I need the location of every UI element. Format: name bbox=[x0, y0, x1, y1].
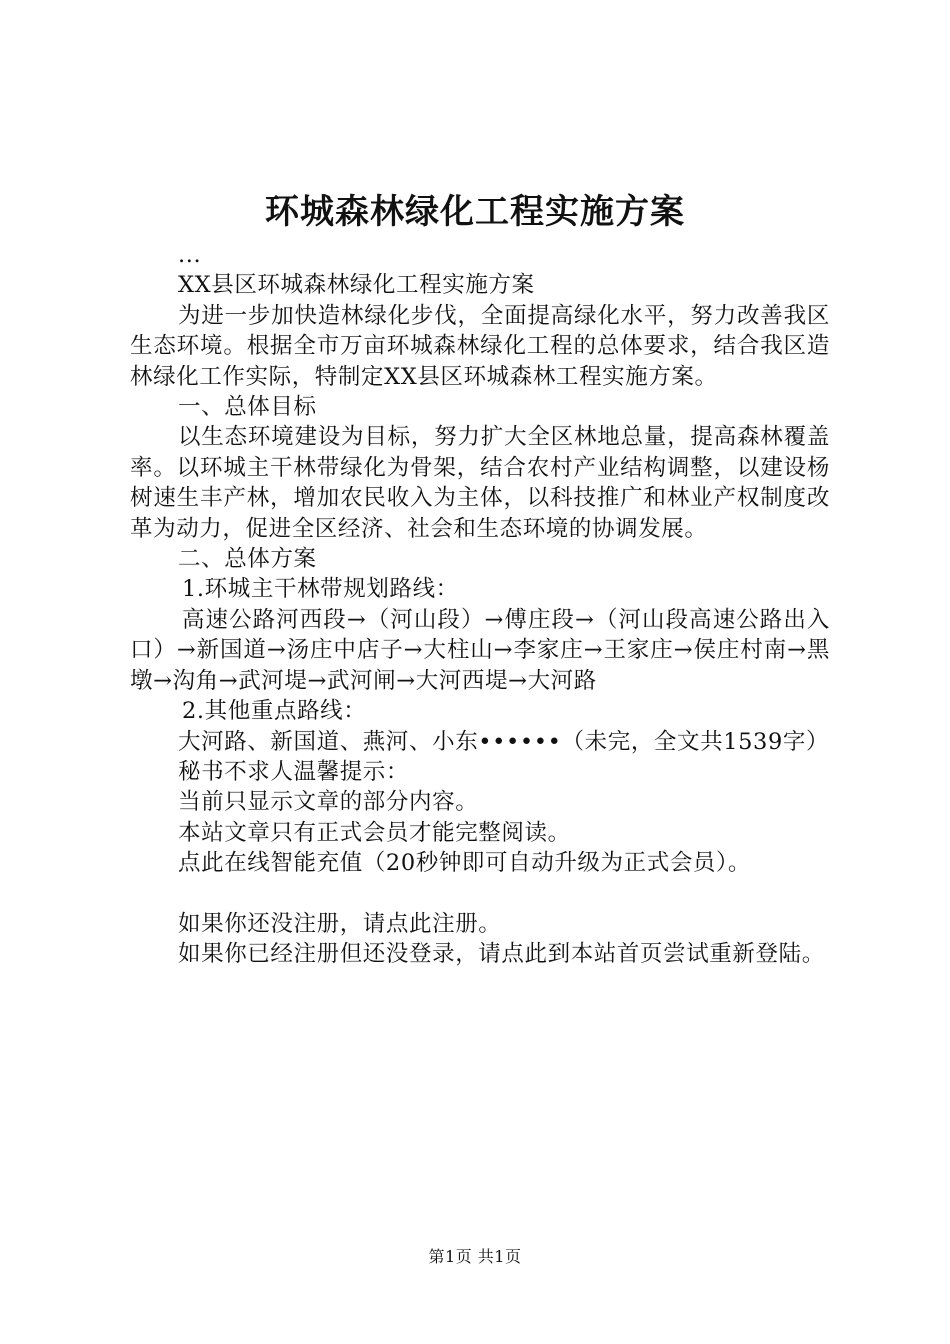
section1-heading: 一、总体目标 bbox=[178, 394, 317, 421]
register-link[interactable]: 如果你还没注册，请点此注册。 bbox=[178, 910, 502, 937]
login-link[interactable]: 如果你已经注册但还没登录，请点此到本站首页尝试重新登陆。 bbox=[178, 940, 825, 967]
page-title: 环城森林绿化工程实施方案 bbox=[265, 192, 685, 232]
notice-line-1: 当前只显示文章的部分内容。 bbox=[178, 789, 479, 816]
ellipsis-line: ... bbox=[178, 242, 202, 268]
item2-heading: 2.其他重点路线： bbox=[182, 698, 367, 725]
section2-heading: 二、总体方案 bbox=[178, 546, 317, 573]
notice-line-2: 本站文章只有正式会员才能完整阅读。 bbox=[178, 819, 571, 846]
document-body bbox=[130, 240, 830, 969]
subtitle-line: XX县区环城森林绿化工程实施方案 bbox=[178, 272, 535, 299]
item1-heading: 1.环城主干林带规划路线： bbox=[182, 576, 459, 603]
item1-route-paragraph: 高速公路河西段→（河山段）→傅庄段→（河山段高速公路出入口）→新国道→汤庄中店子→大柱山→李家庄→王家庄→侯庄村南→黑墩→沟角→武河堤→武河闸→大河西堤→大河路 bbox=[130, 606, 830, 694]
intro-paragraph: 为进一步加快造林绿化步伐，全面提高绿化水平，努力改善我区生态环境。根据全市万亩环城森林绿化工程的总体要求，结合我区造林绿化工作实际，特制定XX县区环城森林工程实施方案。 bbox=[130, 302, 830, 390]
item2-paragraph: 大河路、新国道、燕河、小东••••••（未完，全文共1539字） bbox=[178, 728, 830, 755]
page-footer: 第1页 共1页 bbox=[428, 1247, 522, 1266]
section1-paragraph: 以生态环境建设为目标，努力扩大全区林地总量，提高森林覆盖率。以环城主干林带绿化为骨架，结合农村产业结构调整，以建设杨树速生丰产林，增加农民收入为主体，以科技推广和林业产权制度改革为动力，促进全区经济、社会和生态环境的协调发展。 bbox=[130, 424, 830, 542]
recharge-link[interactable]: 点此在线智能充值（20秒钟即可自动升级为正式会员）。 bbox=[178, 850, 751, 877]
notice-title: 秘书不求人温馨提示： bbox=[178, 758, 410, 785]
